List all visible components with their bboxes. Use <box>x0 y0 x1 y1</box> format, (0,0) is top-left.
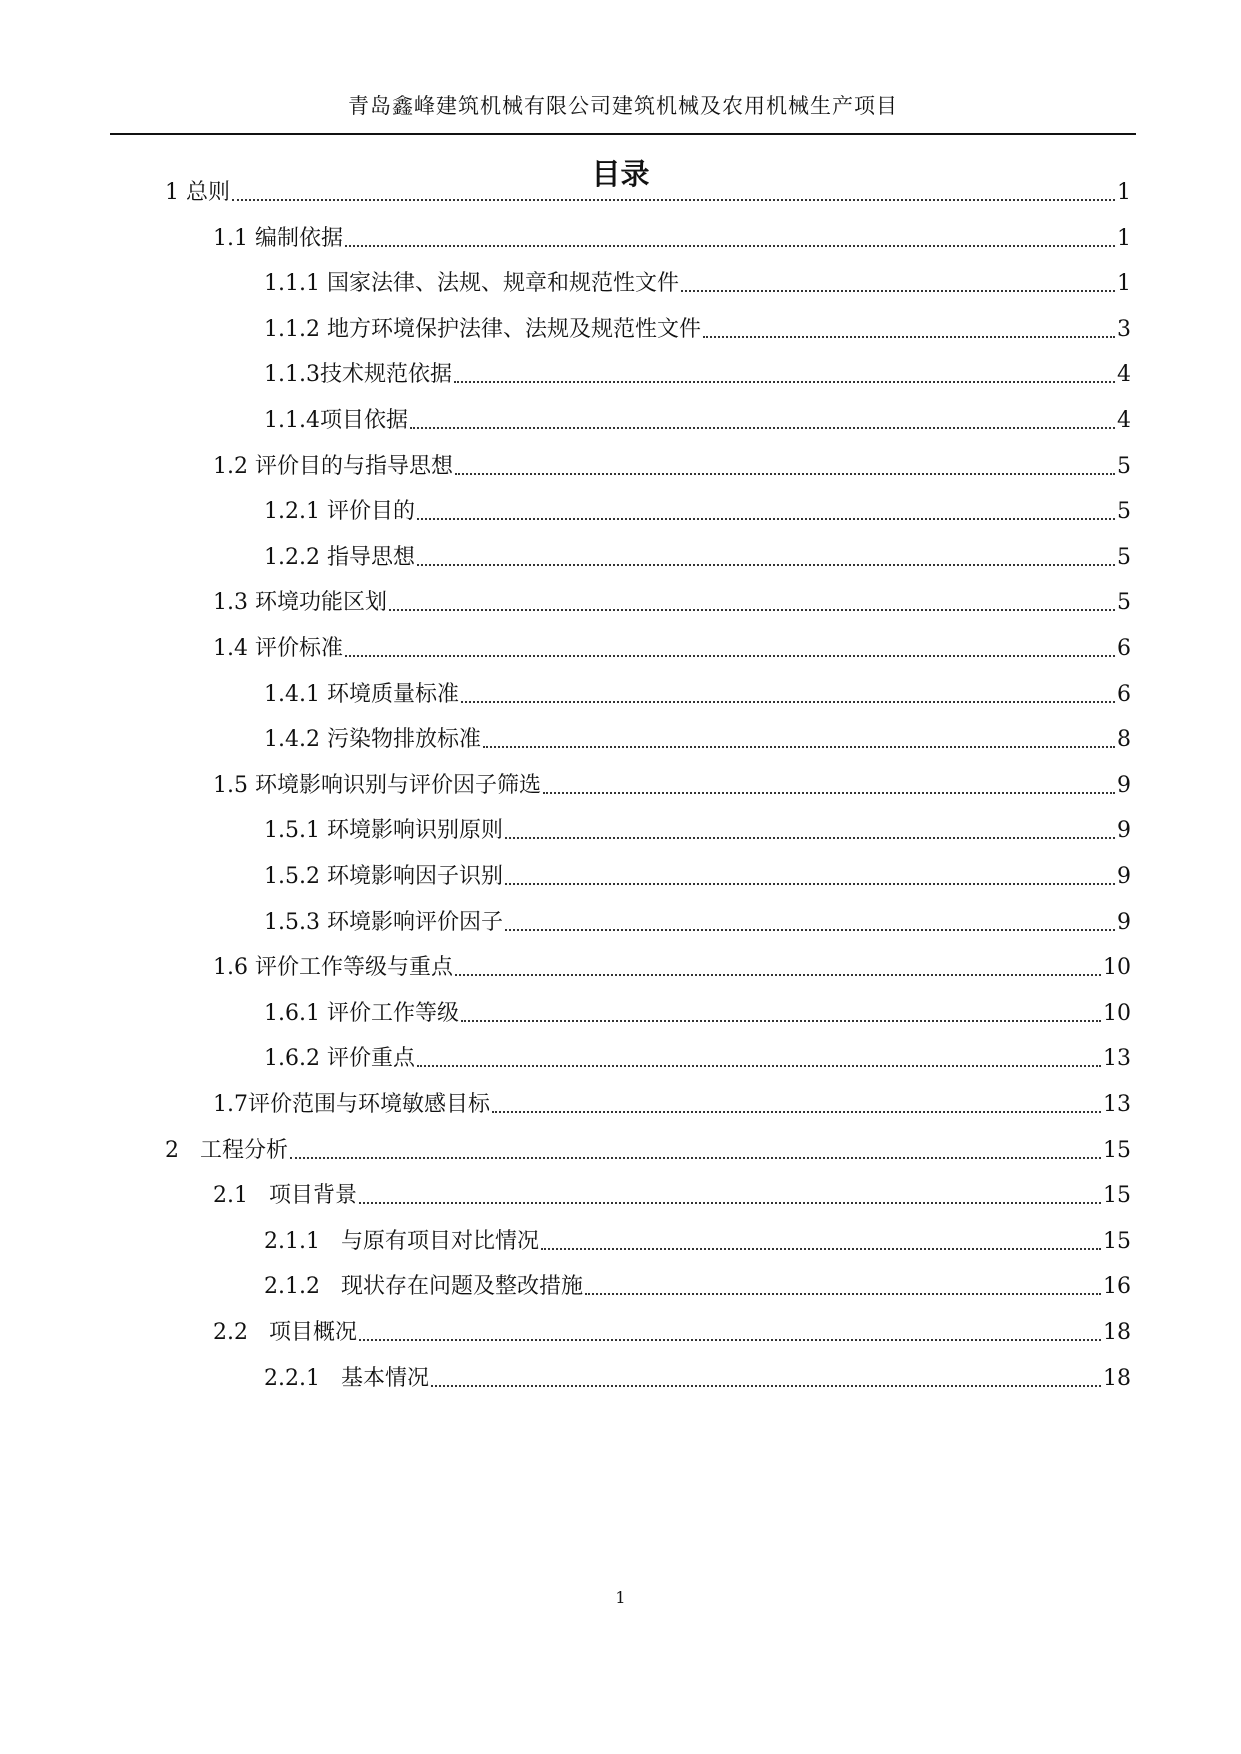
toc-entry-number: 1.5.1 <box>264 818 327 843</box>
toc-entry-page: 10 <box>1103 1001 1131 1026</box>
toc-dot-leader <box>389 609 1115 611</box>
toc-entry-label: 环境功能区划 <box>254 590 387 615</box>
toc-entry-label: 环境影响因子识别 <box>326 864 503 889</box>
toc-dot-leader <box>454 381 1115 383</box>
toc-entry-label: 项目背景 <box>268 1183 357 1208</box>
toc-entry[interactable] <box>165 1136 1131 1166</box>
toc-dot-leader <box>417 564 1115 566</box>
toc-entry-page: 18 <box>1103 1366 1131 1391</box>
toc-entry-label: 环境影响识别原则 <box>326 818 503 843</box>
toc-entry-page: 5 <box>1117 590 1131 615</box>
toc-entry-page: 6 <box>1117 636 1131 661</box>
toc-entry-label: 编制依据 <box>254 226 343 251</box>
toc-entry-page: 1 <box>1117 226 1131 251</box>
toc-entry-page: 6 <box>1117 682 1131 707</box>
toc-entry[interactable] <box>264 406 1131 436</box>
toc-entry-label: 评价工作等级与重点 <box>254 955 453 980</box>
toc-entry-label: 现状存在问题及整改措施 <box>340 1274 583 1299</box>
toc-entry-page: 5 <box>1117 545 1131 570</box>
toc-entry-page: 9 <box>1117 773 1131 798</box>
toc-entry-number: 1.1.2 <box>264 317 327 342</box>
toc-entry-page: 9 <box>1117 818 1131 843</box>
toc-entry-label: 评价工作等级 <box>326 1001 459 1026</box>
toc-entry-label: 项目依据 <box>319 408 408 433</box>
toc-entry[interactable] <box>264 1227 1131 1257</box>
running-header: 青岛鑫峰建筑机械有限公司建筑机械及农用机械生产项目 <box>348 94 898 118</box>
toc-dot-leader <box>232 199 1115 201</box>
toc-entry-label: 评价重点 <box>326 1046 415 1071</box>
toc-entry[interactable] <box>264 999 1131 1029</box>
toc-entry-label: 评价标准 <box>254 636 343 661</box>
toc-entry-number: 1.4.1 <box>264 682 327 707</box>
toc-entry-number: 1.1.4 <box>264 408 320 433</box>
toc-dot-leader <box>461 701 1115 703</box>
toc-entry-number: 1.4.2 <box>264 727 327 752</box>
toc-entry-label: 技术规范依据 <box>319 362 452 387</box>
toc-entry-label: 基本情况 <box>340 1366 429 1391</box>
toc-entry-page: 1 <box>1117 271 1131 296</box>
toc-dot-leader <box>410 427 1115 429</box>
toc-entry-page: 15 <box>1103 1229 1131 1254</box>
toc-dot-leader <box>345 655 1115 657</box>
toc-entry-page: 15 <box>1103 1138 1131 1163</box>
toc-entry[interactable] <box>213 953 1131 983</box>
toc-entry-number: 1.1.1 <box>264 271 327 296</box>
toc-dot-leader <box>345 245 1115 247</box>
toc-entry-number: 1.6.2 <box>264 1046 327 1071</box>
toc-entry[interactable] <box>264 315 1131 345</box>
header-rule <box>110 133 1136 135</box>
toc-entry-number: 2.1.1 <box>264 1229 341 1254</box>
toc-entry-label: 环境影响识别与评价因子筛选 <box>254 773 541 798</box>
toc-dot-leader <box>505 837 1115 839</box>
toc-entry-number: 1.2 <box>213 454 255 479</box>
toc-entry[interactable] <box>264 862 1131 892</box>
toc-entry[interactable] <box>264 1364 1131 1394</box>
toc-entry-label: 环境影响评价因子 <box>326 910 503 935</box>
toc-entry[interactable] <box>213 1181 1131 1211</box>
toc-entry[interactable] <box>165 178 1131 208</box>
toc-entry-page: 9 <box>1117 864 1131 889</box>
toc-entry-number: 1.1 <box>213 226 255 251</box>
toc-entry-number: 1.2.2 <box>264 545 327 570</box>
toc-entry-page: 3 <box>1117 317 1131 342</box>
toc-entry-label: 工程分析 <box>199 1138 288 1163</box>
toc-entry[interactable] <box>264 497 1131 527</box>
toc-entry-number: 1.3 <box>213 590 255 615</box>
toc-entry-number: 1.5.2 <box>264 864 327 889</box>
toc-entry-page: 9 <box>1117 910 1131 935</box>
toc-dot-leader <box>483 746 1115 748</box>
toc-entry-page: 8 <box>1117 727 1131 752</box>
toc-entry[interactable] <box>213 224 1131 254</box>
toc-entry-number: 1.4 <box>213 636 255 661</box>
toc-entry[interactable] <box>213 452 1131 482</box>
toc-dot-leader <box>541 1248 1101 1250</box>
toc-entry-label: 项目概况 <box>268 1320 357 1345</box>
toc-entry[interactable] <box>213 771 1131 801</box>
toc-entry[interactable] <box>264 1044 1131 1074</box>
page-number: 1 <box>615 1588 626 1607</box>
toc-entry-label: 环境质量标准 <box>326 682 459 707</box>
toc-entry-page: 16 <box>1103 1274 1131 1299</box>
toc-entry-label: 评价目的与指导思想 <box>254 454 453 479</box>
toc-entry-number: 1.6.1 <box>264 1001 327 1026</box>
toc-entry-number: 2.2.1 <box>264 1366 341 1391</box>
toc-dot-leader <box>359 1202 1101 1204</box>
toc-dot-leader <box>417 518 1115 520</box>
toc-dot-leader <box>492 1111 1101 1113</box>
toc-entry[interactable] <box>264 725 1131 755</box>
toc-dot-leader <box>417 1065 1101 1067</box>
toc-entry-label: 污染物排放标准 <box>326 727 481 752</box>
toc-entry-label: 评价范围与环境敏感目标 <box>248 1092 491 1117</box>
toc-entry[interactable] <box>264 269 1131 299</box>
toc-entry[interactable] <box>213 1090 1131 1120</box>
toc-dot-leader <box>461 1020 1101 1022</box>
toc-entry-page: 5 <box>1117 499 1131 524</box>
toc-entry[interactable] <box>264 543 1131 573</box>
toc-entry-number: 1.7 <box>213 1092 248 1117</box>
toc-entry[interactable] <box>264 1272 1131 1302</box>
toc-entry-page: 15 <box>1103 1183 1131 1208</box>
toc-entry-number: 1.5.3 <box>264 910 327 935</box>
toc-dot-leader <box>703 336 1115 338</box>
toc-dot-leader <box>681 290 1115 292</box>
toc-entry-number: 1.1.3 <box>264 362 320 387</box>
toc-entry[interactable] <box>264 360 1131 390</box>
toc-entry-label: 国家法律、法规、规章和规范性文件 <box>326 271 679 296</box>
toc-entry[interactable] <box>264 680 1131 710</box>
toc-entry-number: 2.2 <box>213 1320 269 1345</box>
toc-entry-number: 2.1 <box>213 1183 269 1208</box>
toc-entry-label: 评价目的 <box>326 499 415 524</box>
toc-entry-page: 10 <box>1103 955 1131 980</box>
toc-entry-page: 13 <box>1103 1092 1131 1117</box>
toc-entry-label: 指导思想 <box>326 545 415 570</box>
toc-entry[interactable] <box>213 588 1131 618</box>
toc-dot-leader <box>543 792 1115 794</box>
toc-dot-leader <box>505 883 1115 885</box>
toc-entry[interactable] <box>213 1318 1131 1348</box>
toc-entry-number: 1 <box>165 180 186 205</box>
toc-entry-number: 2.1.2 <box>264 1274 341 1299</box>
toc-entry-page: 18 <box>1103 1320 1131 1345</box>
toc-dot-leader <box>455 473 1115 475</box>
toc-dot-leader <box>455 974 1101 976</box>
toc-dot-leader <box>290 1157 1101 1159</box>
toc-entry-number: 2 <box>165 1138 200 1163</box>
toc-title: 目录 <box>591 157 650 191</box>
toc-entry-number: 1.5 <box>213 773 255 798</box>
toc-entry-label: 总则 <box>186 180 231 205</box>
toc-entry-number: 1.6 <box>213 955 255 980</box>
toc-entry-page: 1 <box>1117 180 1131 205</box>
toc-dot-leader <box>505 929 1115 931</box>
toc-entry-page: 5 <box>1117 454 1131 479</box>
toc-entry[interactable] <box>264 908 1131 938</box>
toc-entry[interactable] <box>213 634 1131 664</box>
toc-entry-number: 1.2.1 <box>264 499 327 524</box>
toc-entry[interactable] <box>264 816 1131 846</box>
toc-dot-leader <box>585 1293 1101 1295</box>
toc-entry-label: 与原有项目对比情况 <box>340 1229 539 1254</box>
toc-dot-leader <box>359 1339 1101 1341</box>
toc-entry-page: 13 <box>1103 1046 1131 1071</box>
toc-entry-label: 地方环境保护法律、法规及规范性文件 <box>326 317 701 342</box>
toc-entry-page: 4 <box>1117 408 1131 433</box>
toc-entry-page: 4 <box>1117 362 1131 387</box>
toc-dot-leader <box>431 1385 1101 1387</box>
